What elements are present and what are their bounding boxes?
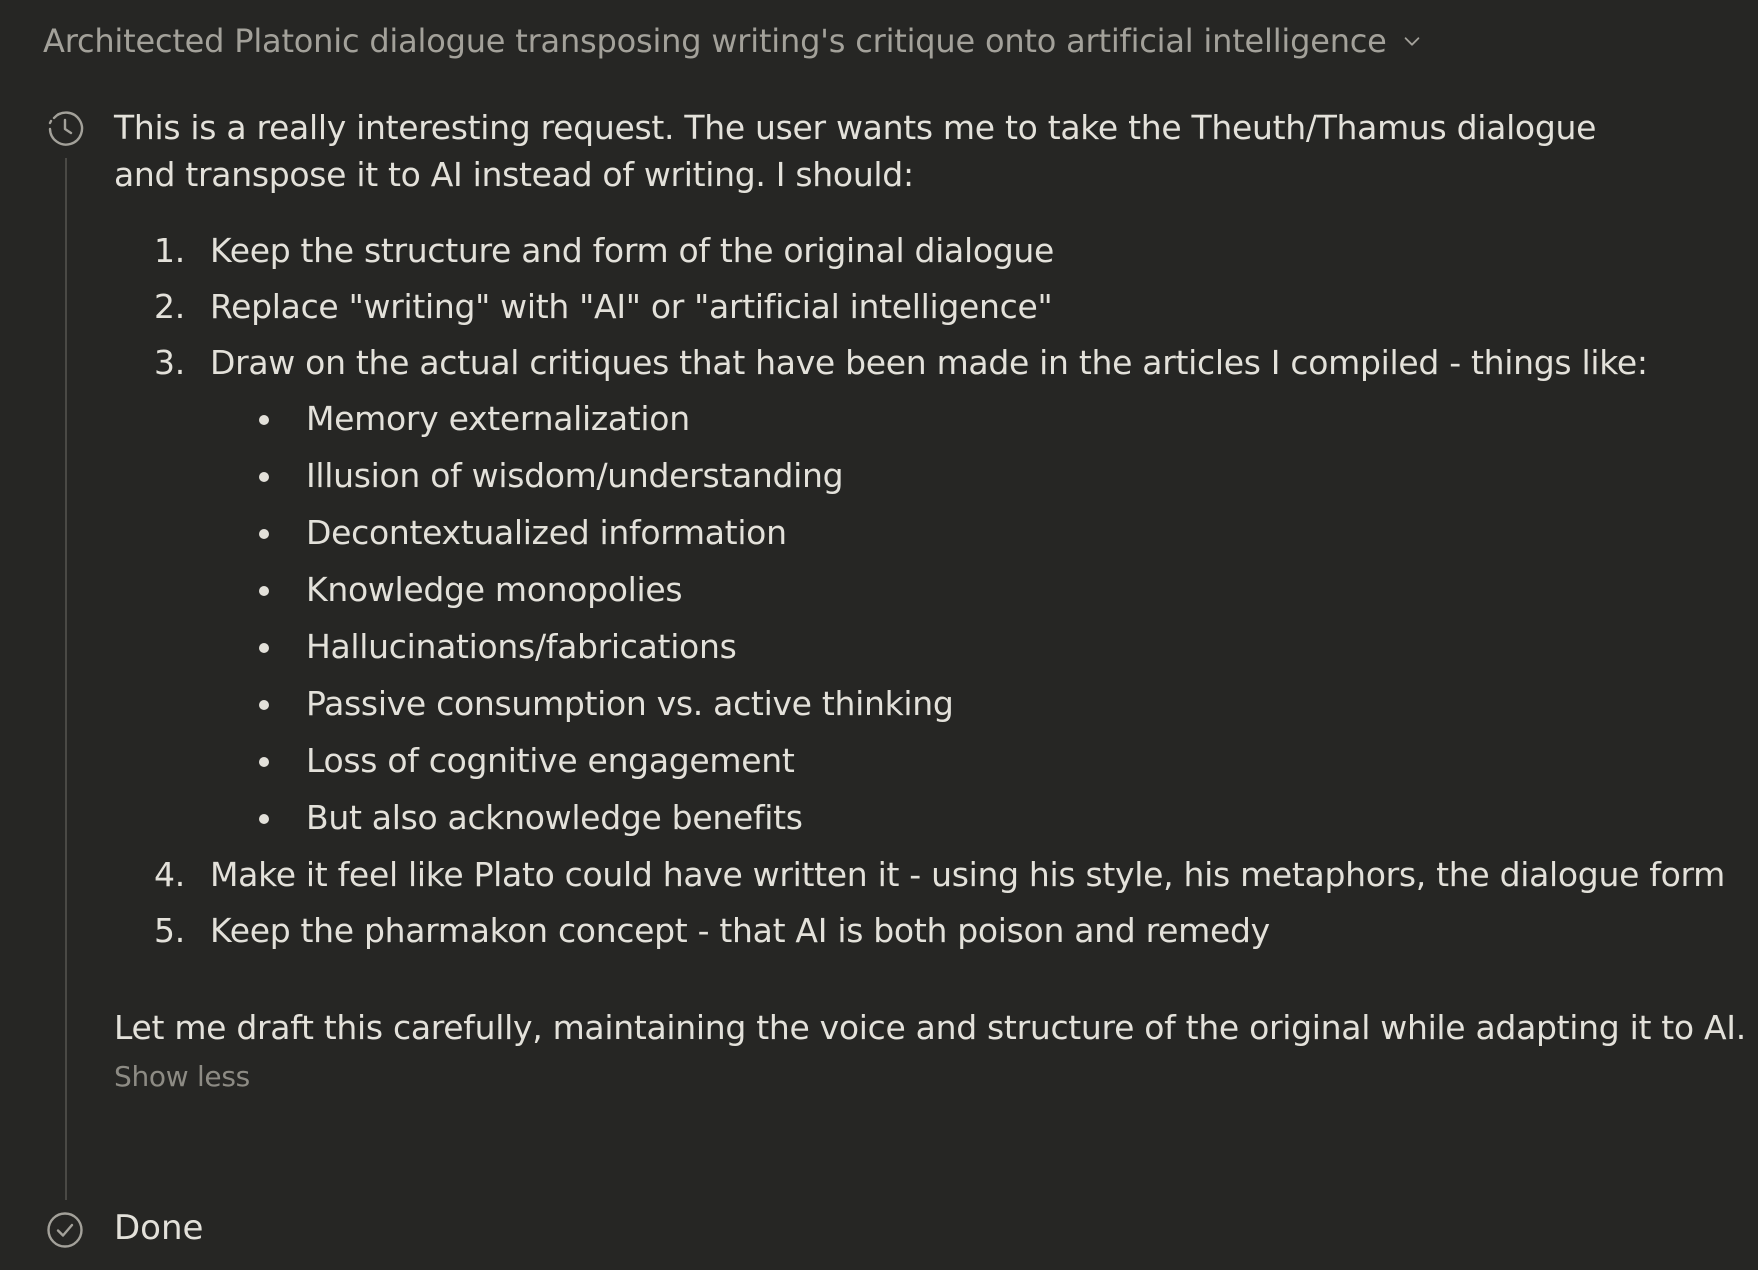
list-item	[114, 283, 1730, 330]
thinking-conclusion: Let me draft this carefully, maintaining the voice and structure of the original while adapting it to AI.	[114, 1008, 1746, 1047]
step-number: 3.	[154, 343, 185, 382]
critiques-list	[210, 395, 1730, 841]
thinking-summary-toggle[interactable]	[43, 22, 1423, 60]
list-item	[114, 339, 1730, 841]
thinking-content	[114, 104, 1746, 1098]
list-item	[114, 851, 1730, 898]
critique-item: Knowledge monopolies	[114, 566, 1730, 613]
critique-item: Passive consumption vs. active thinking	[114, 680, 1730, 727]
step-text: Draw on the actual critiques that have been made in the articles I compiled - things like:	[210, 343, 1648, 382]
list-item	[114, 907, 1730, 954]
step-text: Replace "writing" with "AI" or "artificial intelligence"	[210, 287, 1053, 326]
show-less-button[interactable]: Show less	[114, 1060, 250, 1093]
critique-item: Loss of cognitive engagement	[114, 737, 1730, 784]
thinking-intro: This is a really interesting request. The user wants me to take the Theuth/Thamus dialogue and transpose it to AI instead of writing. I should:	[114, 108, 1597, 194]
step-number: 1.	[154, 231, 185, 270]
step-text: Make it feel like Plato could have written it - using his style, his metaphors, the dialogue form	[210, 855, 1726, 894]
step-text: Keep the structure and form of the original dialogue	[210, 231, 1054, 270]
list-item	[114, 227, 1730, 274]
step-text: Keep the pharmakon concept - that AI is both poison and remedy	[210, 911, 1270, 950]
critique-item: But also acknowledge benefits	[114, 794, 1730, 841]
step-number: 5.	[154, 911, 185, 950]
timeline-line	[65, 158, 67, 1200]
chevron-down-icon	[1401, 30, 1423, 52]
critique-item: Illusion of wisdom/understanding	[114, 452, 1730, 499]
critique-item: Memory externalization	[114, 395, 1730, 442]
steps-list	[114, 227, 1726, 954]
step-number: 2.	[154, 287, 185, 326]
done-label: Done	[114, 1208, 204, 1248]
thinking-summary-title: Architected Platonic dialogue transposing writing's critique onto artificial intelligence	[43, 22, 1387, 60]
clock-icon	[45, 109, 85, 149]
critique-item: Decontextualized information	[114, 509, 1730, 556]
critique-item: Hallucinations/fabrications	[114, 623, 1730, 670]
step-number: 4.	[154, 855, 185, 894]
check-circle-icon	[45, 1210, 85, 1250]
